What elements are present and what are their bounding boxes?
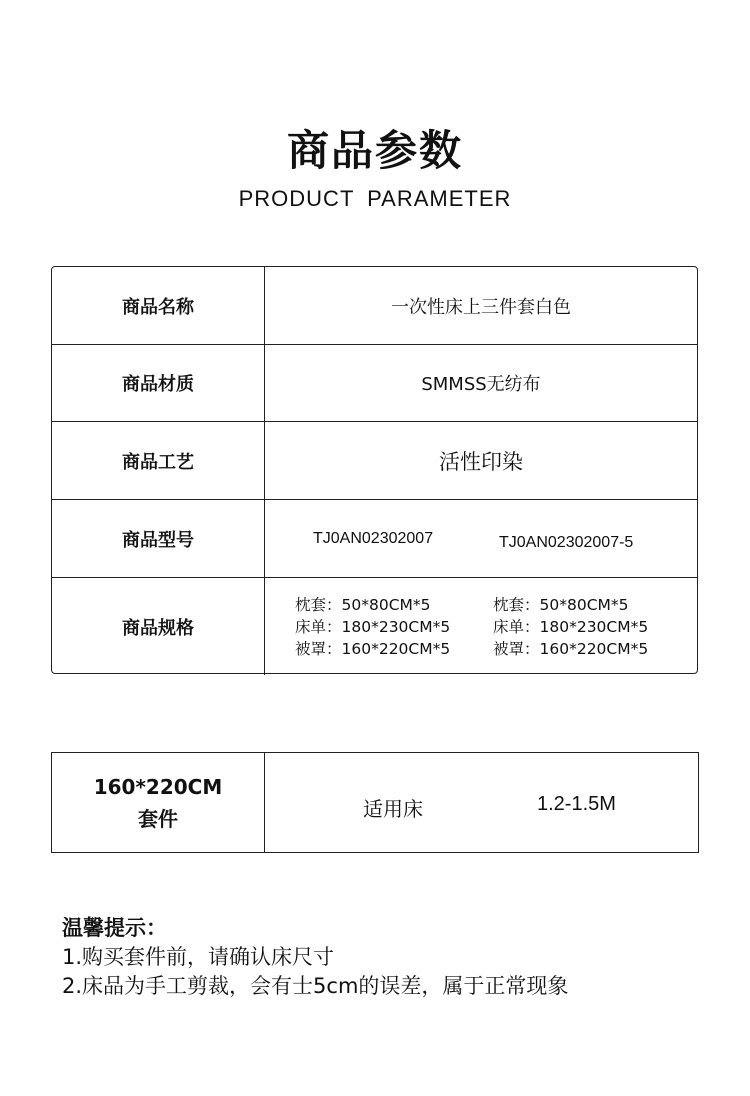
spec-line: 枕套：50*80CM*5: [295, 596, 431, 614]
spec-line: 被罩：160*220CM*5: [493, 640, 649, 658]
spec-line: 被罩：160*220CM*5: [295, 640, 451, 658]
spec-line: 枕套：50*80CM*5: [493, 596, 629, 614]
spec-line: 床单：180*230CM*5: [295, 618, 451, 636]
page-title: 商品参数: [286, 126, 463, 175]
material-label: 商品材质: [52, 345, 265, 421]
tips-line: 2.床品为手工剪裁，会有士5cm的误差，属于正常现象: [62, 974, 569, 998]
parameter-table: [51, 266, 698, 674]
table-row-craft: [52, 422, 697, 500]
model-value-1: TJ0AN02302007: [313, 530, 434, 547]
model-cell: [265, 500, 697, 577]
table-row-spec: [52, 578, 697, 675]
tips-line: 1.购买套件前，请确认床尺寸: [62, 945, 335, 969]
bed-size-line-1: 160*220CM: [93, 774, 223, 799]
material-value: SMMSS无纺布: [421, 374, 541, 395]
name-label: 商品名称: [52, 267, 265, 344]
model-value-2: TJ0AN02302007-5: [499, 534, 634, 551]
spec-column-2: [493, 594, 648, 660]
table-row-model: [52, 500, 697, 578]
craft-value: 活性印染: [439, 449, 523, 474]
table-row-material: [52, 345, 697, 422]
bed-fit-table: [51, 752, 699, 853]
bed-size-label: [52, 753, 265, 852]
spec-cell: [265, 578, 697, 675]
page-subtitle: PRODUCT PARAMETER: [238, 186, 512, 211]
table-row-name: [52, 267, 697, 345]
tips-title: 温馨提示：: [62, 916, 167, 940]
fit-bed-value: 1.2-1.5M: [537, 793, 616, 815]
spec-label: 商品规格: [52, 578, 265, 675]
bed-size-line-2: 套件: [138, 806, 178, 831]
name-value: 一次性床上三件套白色: [391, 296, 571, 318]
tips-section: [62, 914, 568, 1001]
spec-line: 床单：180*230CM*5: [493, 618, 649, 636]
model-label: 商品型号: [52, 500, 265, 577]
craft-label: 商品工艺: [52, 422, 265, 499]
spec-column-1: [295, 594, 450, 660]
fit-bed-label: 适用床: [363, 797, 423, 821]
